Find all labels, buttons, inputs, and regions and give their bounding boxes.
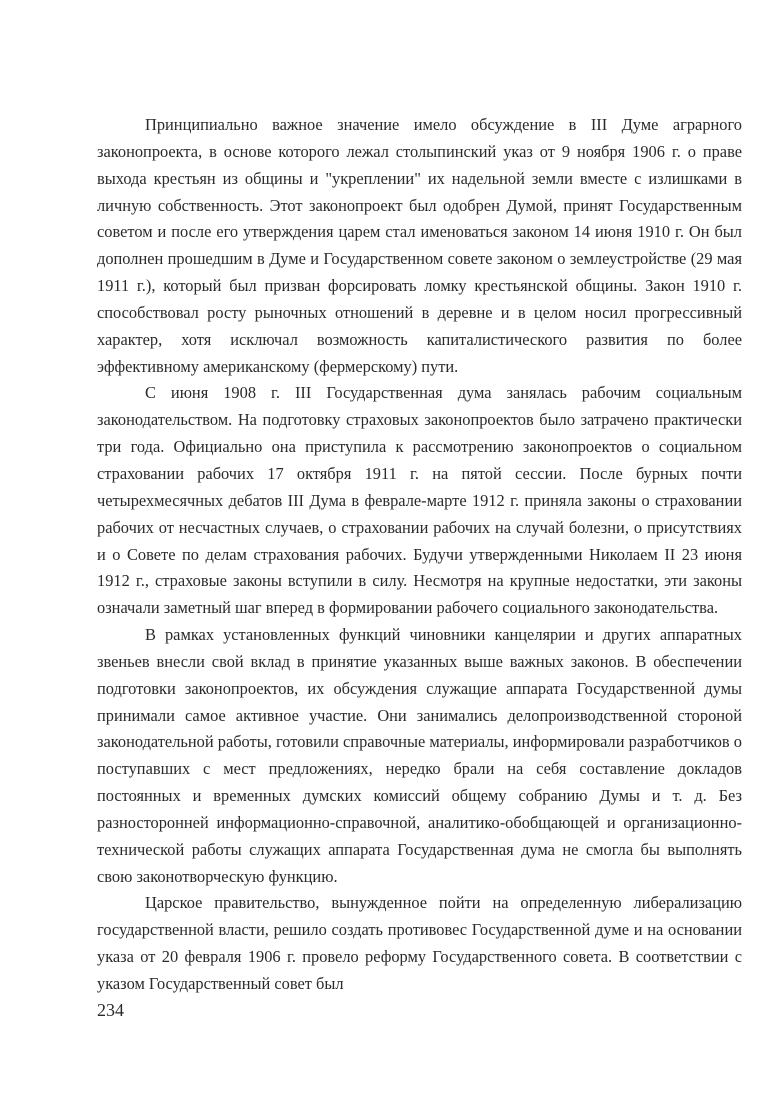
paragraph: С июня 1908 г. III Государственная дума занялась рабочим социальным законодательством. На подготовку страховых законопроектов было затрачено практически три года. Официально она приступила к рассмотрению законопроектов о социальном страховании рабочих 17 октября 1911 г. на пятой сессии. После бурных почти четырехмесячных дебатов III Дума в феврале-марте 1912 г. приняла законы о страховании рабочих от несчастных случаев, о страховании рабочих на случай болезни, о присутствиях и о Совете по делам страхования рабочих. Будучи утвержденными Николаем II 23 июня 1912 г., страховые законы вступили в силу. Несмотря на крупные недостатки, эти законы означали заметный шаг вперед в формировании рабочего социального законодательства. (97, 383, 742, 618)
paragraph: Принципиально важное значение имело обсуждение в III Думе аграрного законопроекта, в основе которого лежал столыпинский указ от 9 ноября 1906 г. о праве выхода крестьян из общины и "укреплении" их надельной земли вместе с излишками в личную собственность. Этот законопроект был одобрен Думой, принят Государственным советом и после его утверждения царем стал именоваться законом 14 июня 1910 г. Он был дополнен прошедшим в Думе и Государственном совете законом о землеустройстве (29 мая 1911 г.), который был призван форсировать ломку крестьянской общины. Закон 1910 г. способствовал росту рыночных отношений в деревне и в целом носил прогрессивный характер, хотя исключал возможность капиталистического развития по более эффективному американскому (фермерскому) пути. (97, 115, 742, 376)
page-number: 234 (97, 1000, 124, 1020)
paragraph: Царское правительство, вынужденное пойти на определенную либерализацию государственной власти, решило создать противовес Государственной думе и на основании указа от 20 февраля 1906 г. провело реформу Государственного совета. В соответствии с указом Государственный совет был (97, 893, 742, 993)
paragraph: В рамках установленных функций чиновники канцелярии и других аппаратных звеньев внесли свой вклад в принятие указанных выше важных законов. В обеспечении подготовки законопроектов, их обсуждения служащие аппарата Государственной думы принимали самое активное участие. Они занимались делопроизводственной стороной законодательной работы, готовили справочные материалы, информировали разработчиков о поступавших с мест предложениях, нередко брали на себя составление докладов постоянных и временных думских комиссий общему собранию Думы и т. д. Без разносторонней информационно-справочной, аналитико-обобщающей и организационно-технической работы служащих аппарата Государственная дума не смогла бы выполнять свою законотворческую функцию. (97, 625, 742, 886)
body-text (97, 112, 742, 998)
